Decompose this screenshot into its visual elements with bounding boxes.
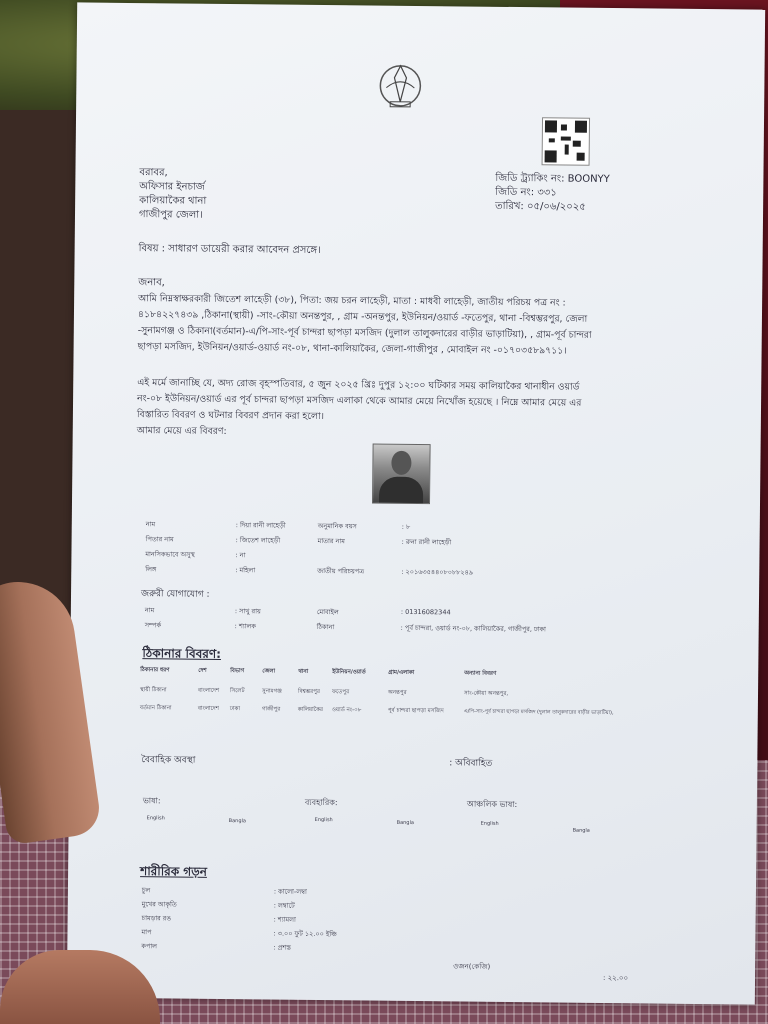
address-cell: ওয়ার্ড নং-০৮ xyxy=(331,707,362,714)
physical-label: মুখের আকৃতি xyxy=(141,900,177,909)
qr-code-icon xyxy=(542,117,591,166)
recipient-line: বরাবর, xyxy=(139,167,168,179)
detail-label: মানসিকভাবে অসুস্থ xyxy=(145,550,195,559)
address-cell: অনন্তপুর xyxy=(387,689,407,696)
detail-label: জাতীয় পরিচয়পত্র xyxy=(317,566,365,576)
missing-child-photo xyxy=(372,444,431,505)
physical-value: : লম্বাটে xyxy=(273,901,295,910)
address-cell: সুনামগঞ্জ xyxy=(261,688,282,695)
address-heading: ঠিকানার বিবরণ: xyxy=(142,646,222,661)
language-item: Bangla xyxy=(572,827,590,834)
emergency-value: : 01316082344 xyxy=(400,607,451,617)
physical-label: চামড়ার রঙ xyxy=(141,914,172,923)
body-line: এই মর্মে জানাচ্ছি যে, অদ্য রোজ বৃহস্পতিবার, ৫ জুন ২০২৫ খ্রিঃ দুপুর ১২:০০ ঘটিকার সময় কালিয়াকৈর থানাধীন ওয়ার্ড xyxy=(137,377,580,393)
address-col-header: দেশ xyxy=(198,667,207,674)
address-cell: সিলেট xyxy=(229,688,245,695)
body-line: নং-০৮ ইউনিয়ন/ওয়ার্ড এর পূর্ব চান্দরা ছাপড়া মসজিদ এলাকা থেকে আমার মেয়ে নিখোঁজ হয়েছে । নিম্নে আমার মেয়ে এর xyxy=(137,393,582,409)
gd-number: জিডি নং: ৩৩১ xyxy=(495,186,557,199)
physical-label: চুল xyxy=(141,886,151,895)
address-cell: ঢাকা xyxy=(229,706,241,713)
physical-value: : ৩.০০ ফুট ১২.০০ ইঞ্চি xyxy=(273,929,337,939)
address-cell: সাং-কৌয়া অনন্তপুর, xyxy=(463,690,509,697)
address-col-header: থানা xyxy=(298,668,309,675)
intro-line: ৪১৮৪২২৭৪৩৯ ,ঠিকানা(স্থায়ী) -সাং-কৌয়া অনন্তপুর, , গ্রাম -অনন্তপুর, ইউনিয়ন/ওয়ার্ড -ফতেপুর, থানা -বিশ্বম্ভরপুর, জেলা xyxy=(137,309,588,325)
subject-line: বিষয় : সাধারণ ডায়েরী করার আবেদন প্রসঙ্গে। xyxy=(138,243,321,256)
physical-label: মাপ xyxy=(141,928,152,937)
address-col-header: গ্রাম/এলাকা xyxy=(388,669,415,676)
language-item: Bangla xyxy=(228,818,246,825)
language-item: English xyxy=(314,816,333,824)
marital-value: : অবিবাহিত xyxy=(449,758,493,769)
address-cell: ফতেপুর xyxy=(331,689,350,696)
emergency-label: ঠিকানা xyxy=(316,622,335,632)
intro-line: -সুনামগঞ্জ ও ঠিকানা(বর্তমান)-এ/পি-সাং-পূর্ব চান্দরা ছাপড়া মসজিদ (দুলাল তালুকদারের বাড়ীর ভাড়াটিয়া), , গ্রাম-পূর্ব চান্দরা xyxy=(137,325,592,341)
weight-value: : ২২.০০ xyxy=(602,973,629,983)
detail-value: : মহিলা xyxy=(235,566,256,575)
address-col-header: ইউনিয়ন/ওয়ার্ড xyxy=(332,669,366,676)
salutation: জনাব, xyxy=(138,277,165,289)
physical-label: কপাল xyxy=(141,942,158,951)
language-item: English xyxy=(480,820,499,827)
emergency-label: নাম xyxy=(144,606,155,615)
address-cell: বর্তমান ঠিকানা xyxy=(139,705,172,712)
emergency-label: মোবাইল xyxy=(316,607,339,617)
gd-date: তারিখ: ০৫/০৬/২০২৫ xyxy=(495,200,586,213)
body-line: আমার মেয়ে এর বিবরণ: xyxy=(136,425,227,438)
intro-line: আমি নিম্নস্বাক্ষরকারী জিতেশ লাহেড়ী (৩৮), পিতা: জয় চরন লাহেড়ী, মাতা : মাধবী লাহেড়ী, জাতীয় পরিচয় পত্র নং : xyxy=(138,293,566,309)
detail-value: : রুনা রানী লাহেড়ী xyxy=(401,537,452,547)
emergency-label: সম্পর্ক xyxy=(144,621,162,630)
detail-value: : ৮ xyxy=(401,522,411,531)
body-line: বিস্তারিত বিবরণ ও ঘটনার বিবরণ প্রদান করা হলো। xyxy=(136,409,325,423)
physical-value: : কালো-লম্বা xyxy=(273,887,307,896)
language-header: আঞ্চলিক ভাষা: xyxy=(466,799,518,810)
emergency-heading: জরুরী যোগাযোগ : xyxy=(140,589,210,600)
language-item: Bangla xyxy=(396,819,414,826)
physical-value: : প্রশস্ত xyxy=(273,943,292,952)
language-header: ভাষা: xyxy=(142,796,161,806)
address-col-header: ঠিকানার ধরণ xyxy=(140,667,170,674)
address-cell: বাংলাদেশ xyxy=(197,687,220,694)
emergency-value: : সাথু রায় xyxy=(234,607,261,616)
address-col-header: বিভাগ xyxy=(230,668,245,675)
weight-label: ওজন(কেজি) xyxy=(453,962,491,971)
emergency-value: : পূর্ব চান্দরা, ওয়ার্ড নং-০৮, কালিয়াকৈর, গাজীপুর, ঢাকা xyxy=(400,623,547,634)
detail-value: : জিতেশ লাহেড়ী xyxy=(235,536,281,545)
detail-label: লিঙ্গ xyxy=(145,565,157,574)
recipient-line: গাজীপুর জেলা। xyxy=(138,209,203,221)
detail-label: পিতার নাম xyxy=(145,535,174,544)
recipient-line: কালিয়াকৈর থানা xyxy=(139,195,207,207)
address-cell: বিশ্বম্ভরপুর xyxy=(297,688,320,696)
address-col-header: জেলা xyxy=(262,668,276,675)
address-cell: কালিয়াকৈর xyxy=(297,706,324,714)
address-cell: গাজীপুর xyxy=(261,706,281,713)
marital-label: বৈবাহিক অবস্থা xyxy=(141,755,196,766)
gd-tracking-number: জিডি ট্র্যাকিং নং: BOONYY xyxy=(495,172,610,186)
intro-line: ছাপড়া মসজিদ, ইউনিয়ন/ওয়ার্ড-ওয়ার্ড নং-০৮, থানা-কালিয়াকৈর, জেলা-গাজীপুর , মোবাইল নং -০১৭০৩৫৮৯৭১১। xyxy=(137,341,567,357)
gd-document-paper xyxy=(67,2,765,1004)
emergency-value: : শ্যালক xyxy=(234,622,257,631)
physical-heading: শারীরিক গড়ন xyxy=(140,864,208,879)
detail-label: মাতার নাম xyxy=(317,536,345,546)
address-cell: বাংলাদেশ xyxy=(197,705,219,712)
police-emblem-icon xyxy=(376,58,425,110)
detail-label: নাম xyxy=(145,520,156,529)
detail-label: অনুমানিক বয়স xyxy=(317,521,357,531)
physical-value: : শ্যামলা xyxy=(273,915,296,924)
address-cell: স্থায়ী ঠিকানা xyxy=(139,687,167,694)
detail-value: : না xyxy=(235,551,246,560)
language-header: ব্যবহারিক: xyxy=(304,797,338,808)
recipient-line: অফিসার ইনচার্জ xyxy=(139,181,205,193)
detail-value: : দিয়া রানী লাহেড়ী xyxy=(235,521,286,530)
detail-value: : ২০১৬৩৫৪৪০৮০৮৮২৪৯ xyxy=(401,567,474,577)
language-item: English xyxy=(146,815,165,822)
address-cell: পূর্ব চান্দরা ছাপড়া মসজিদ xyxy=(387,707,444,715)
address-col-header: অন্যান্য বিবরণ xyxy=(464,670,497,677)
address-cell: এ/পি-সাং-পূর্ব চান্দরা ছাপড়া মসজিদ (দুলাল তালুকদারের বাড়ীর ভাড়াটিয়া), xyxy=(463,708,614,717)
